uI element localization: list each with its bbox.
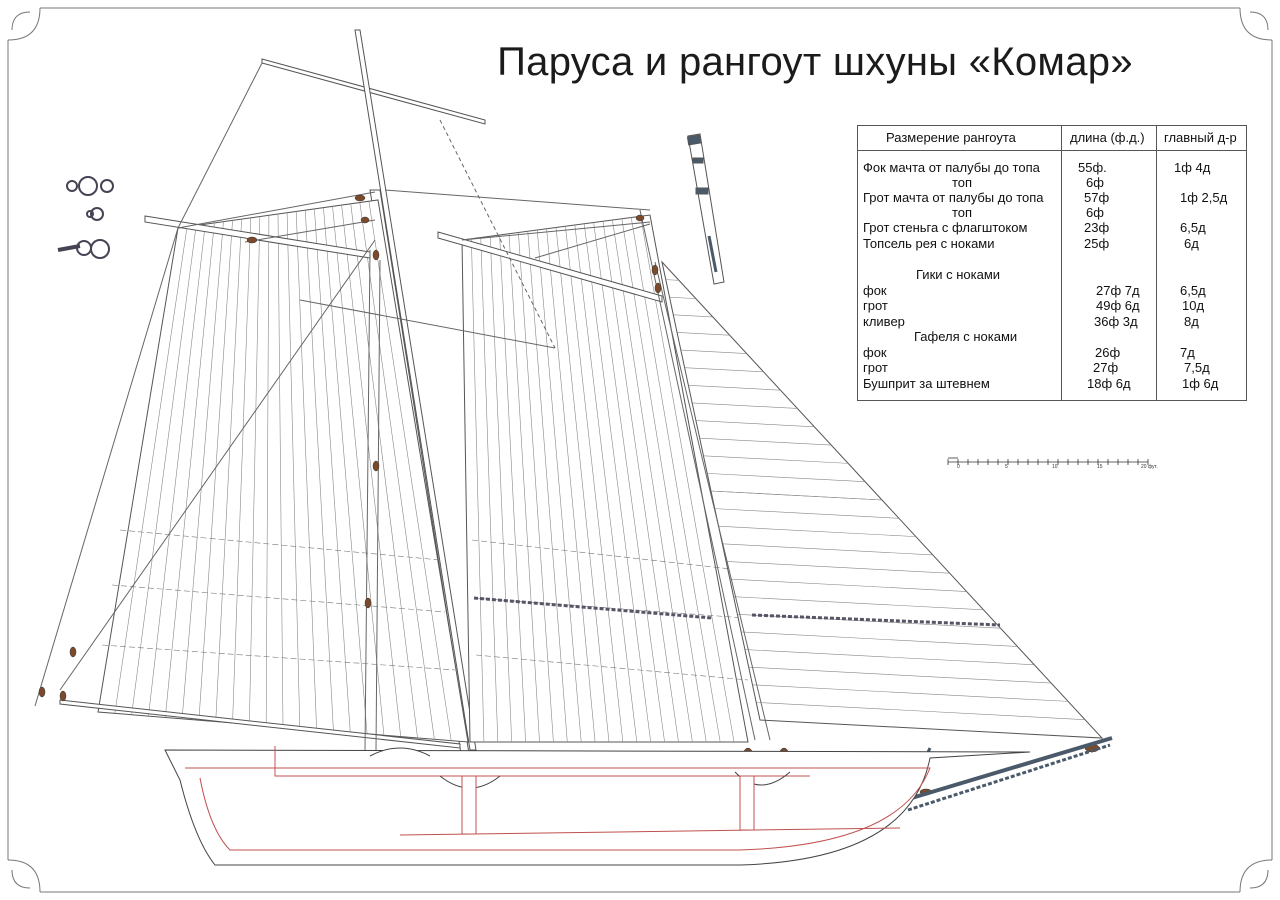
spar-length: 55ф. [1078, 160, 1107, 175]
spar-diameter: 6д [1184, 236, 1199, 251]
col-header-name: Размерение рангоута [886, 130, 1016, 145]
spar-diameter: 10д [1182, 298, 1205, 313]
fore-sail [98, 200, 468, 742]
spar-length: 49ф 6д [1096, 298, 1140, 313]
spar-name: фок [863, 345, 887, 360]
page-title: Паруса и рангоут шхуны «Комар» [497, 40, 1133, 84]
col-header-length: длина (ф.д.) [1070, 130, 1145, 145]
spar-name: Бушприт за штевнем [863, 376, 990, 391]
mast-top-detail [687, 134, 724, 284]
spar-length: 25ф [1084, 236, 1110, 251]
spar-name: фок [863, 283, 887, 298]
spar-length: 6ф [1086, 175, 1104, 190]
spar-name: Грот мачта от палубы до топа [863, 190, 1044, 205]
fittings-detail [58, 177, 113, 258]
spar-diameter: 1ф 2,5д [1180, 190, 1228, 205]
scale-label-0: 0 [957, 464, 960, 470]
spar-dimensions-table [857, 125, 1247, 401]
spar-diameter: 7д [1180, 345, 1195, 360]
spar-length: 27ф 7д [1096, 283, 1140, 298]
spar-name: Гики с ноками [916, 267, 1001, 282]
spar-name: грот [863, 360, 888, 375]
scale-label-20: 20 фут. [1141, 464, 1158, 470]
spar-length: 27ф [1093, 360, 1119, 375]
spar-length: 18ф 6д [1087, 376, 1131, 391]
spar-length: 6ф [1086, 205, 1104, 220]
spar-name: кливер [863, 314, 905, 329]
scale-bar [948, 458, 1148, 465]
spar-name: топ [952, 205, 973, 220]
spar-diameter: 1ф 6д [1182, 376, 1219, 391]
scale-label-15: 15 [1097, 464, 1103, 470]
bowsprit-rigging [905, 738, 1112, 810]
scale-label-10: 10 [1052, 464, 1058, 470]
spar-diameter: 8д [1184, 314, 1199, 329]
spar-diameter: 6,5д [1180, 283, 1206, 298]
spar-length: 26ф [1095, 345, 1121, 360]
spar-length: 57ф [1084, 190, 1110, 205]
spar-diameter: 7,5д [1184, 360, 1210, 375]
spar-length: 23ф [1084, 220, 1110, 235]
spar-name: Грот стеньга с флагштоком [863, 220, 1028, 235]
main-sail [462, 215, 748, 742]
spar-name: Фок мачта от палубы до топа [863, 160, 1040, 175]
spar-diameter: 6,5д [1180, 220, 1206, 235]
spar-name: топ [952, 175, 973, 190]
spar-name: Топсель рея с ноками [863, 236, 995, 251]
spar-name: Гафеля с ноками [914, 329, 1018, 344]
spar-diameter: 1ф 4д [1174, 160, 1211, 175]
col-header-diameter: главный д-р [1164, 130, 1237, 145]
hull [165, 746, 1030, 865]
scale-label-5: 5 [1005, 464, 1008, 470]
spar-name: грот [863, 298, 888, 313]
spar-length: 36ф 3д [1094, 314, 1138, 329]
